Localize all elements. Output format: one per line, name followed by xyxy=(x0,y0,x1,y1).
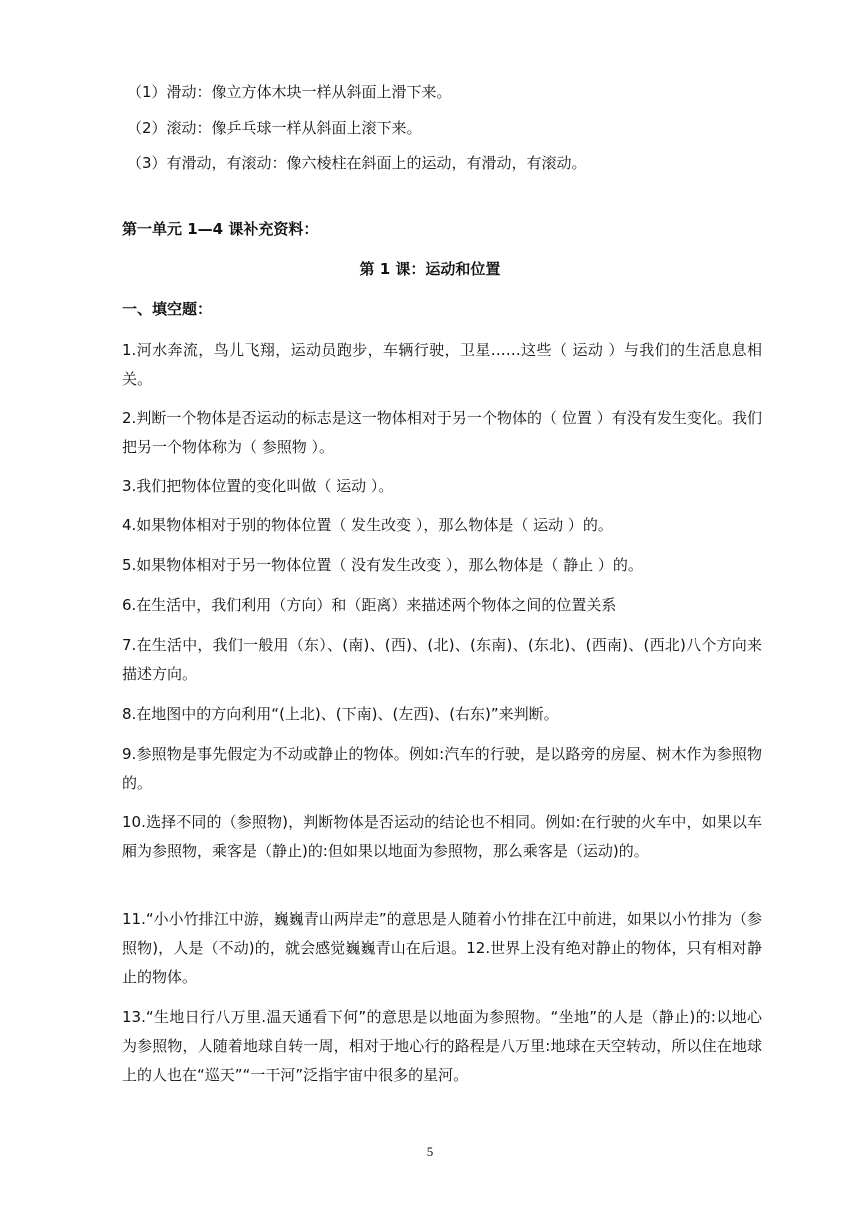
question-item-4: 4.如果物体相对于别的物体位置（ 发生改变 ），那么物体是（ 运动 ）的。 xyxy=(122,516,613,534)
question-item-3: 3.我们把物体位置的变化叫做（ 运动 ）。 xyxy=(122,477,394,495)
section-heading: 一、填空题： xyxy=(122,300,213,318)
question-item-6: 6.在生活中，我们利用（方向）和（距离）来描述两个物体之间的位置关系 xyxy=(122,596,617,614)
question-item-10: 10.选择不同的（参照物)，判断物体是否运动的结论也不相同。例如:在行驶的火车中，如果以车厢为参照物，乘客是（静止)的:但如果以地面为参照物，那么乘客是（运动)的。 xyxy=(122,813,762,860)
question-item-8: 8.在地图中的方向利用“(上北)、(下南)、(左西)、(右东)”来判断。 xyxy=(122,705,559,723)
question-item-5: 5.如果物体相对于另一物体位置（ 没有发生改变 ），那么物体是（ 静止 ）的。 xyxy=(122,556,643,574)
page-number: 5 xyxy=(426,1144,434,1159)
question-item-13: 13.“生地日行八万里.温天通看下何”的意思是以地面为参照物。“坐地”的人是（静止)的:以地心为参照物，人随着地球自转一周，相对于地心行的路程是八万里:地球在天空转动，所以住在地球上的人也在“巡天”“一干河”泛指宇宙中很多的星河。 xyxy=(122,1008,762,1084)
intro-list-item: （3）有滑动，有滚动：像六棱柱在斜面上的运动，有滑动，有滚动。 xyxy=(127,154,587,172)
question-item-9: 9.参照物是事先假定为不动或静止的物体。例如:汽车的行驶，是以路旁的房屋、树木作为参照物的。 xyxy=(122,745,762,792)
intro-list-item: （2）滚动：像乒乓球一样从斜面上滚下来。 xyxy=(127,119,422,137)
question-item-11: 11.“小小竹排江中游，巍巍青山两岸走”的意思是人随着小竹排在江中前进，如果以小竹排为（参照物)，人是（不动)的，就会感觉巍巍青山在后退。12.世界上没有绝对静止的物体，只有相对静止的物体。 xyxy=(122,910,762,986)
question-item-1: 1.河水奔流，鸟儿飞翔，运动员跑步，车辆行驶，卫星……这些（ 运动 ）与我们的生活息息相关。 xyxy=(122,341,762,388)
question-item-2: 2.判断一个物体是否运动的标志是这一物体相对于另一个物体的（ 位置 ）有没有发生变化。我们把另一个物体称为（ 参照物 ）。 xyxy=(122,409,762,456)
question-item-7: 7.在生活中，我们一般用（东）、(南)、(西)、(北)、(东南)、(东北)、(西南)、(西北)八个方向来描述方向。 xyxy=(122,636,762,683)
unit-heading: 第一单元 1—4 课补充资料： xyxy=(122,220,319,238)
intro-list-item: （1）滑动：像立方体木块一样从斜面上滑下来。 xyxy=(127,83,452,101)
lesson-title: 第 1 课：运动和位置 xyxy=(359,260,501,278)
